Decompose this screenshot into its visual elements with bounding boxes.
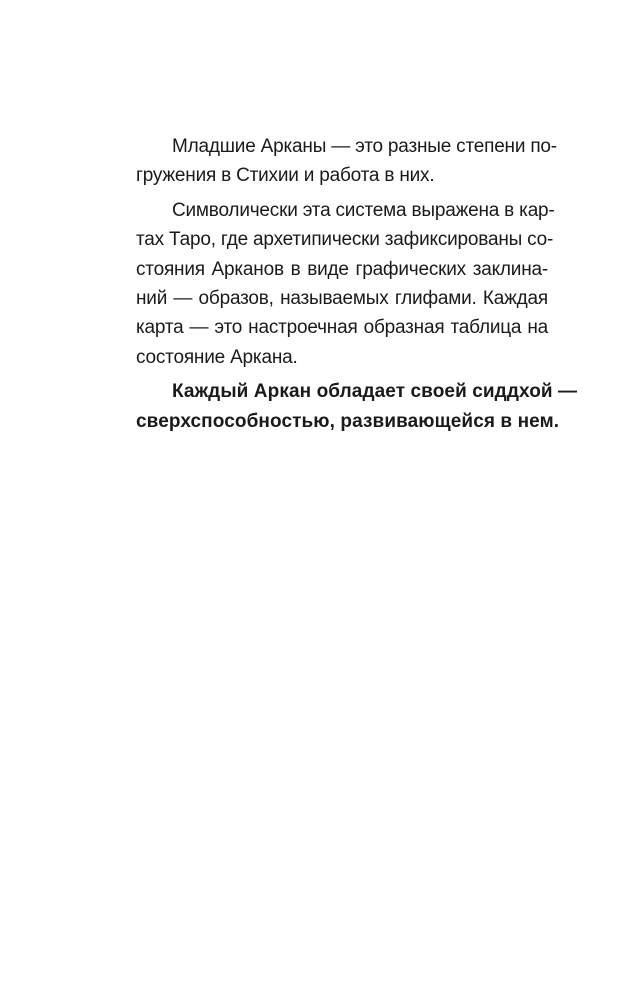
body-text <box>136 132 578 441</box>
text-line: карта — это настроечная образная таблица на <box>136 317 548 339</box>
text-line: Каждый Аркан обладает своей сиддхой — <box>172 381 578 403</box>
text-line: Младшие Арканы — это разные степени по- <box>172 136 557 157</box>
paragraph-siddhi-emphasis <box>136 377 578 436</box>
text-line: гружения в Стихии и работа в них. <box>136 165 435 187</box>
text-line: тах Таро, где архетипически зафиксированы со- <box>136 229 554 251</box>
text-line: Символически эта система выражена в кар- <box>172 199 555 221</box>
text-line: стояния Арканов в виде графических заклина- <box>136 258 548 280</box>
paragraph-tarot-system <box>136 196 555 372</box>
text-line: ний — образов, называемых глифами. Каждая <box>136 287 548 309</box>
text-line: сверхспособностью, развивающейся в нем. <box>136 410 560 432</box>
text-line: состояние Аркана. <box>136 346 298 368</box>
paragraph-minor-arcana <box>136 132 557 191</box>
